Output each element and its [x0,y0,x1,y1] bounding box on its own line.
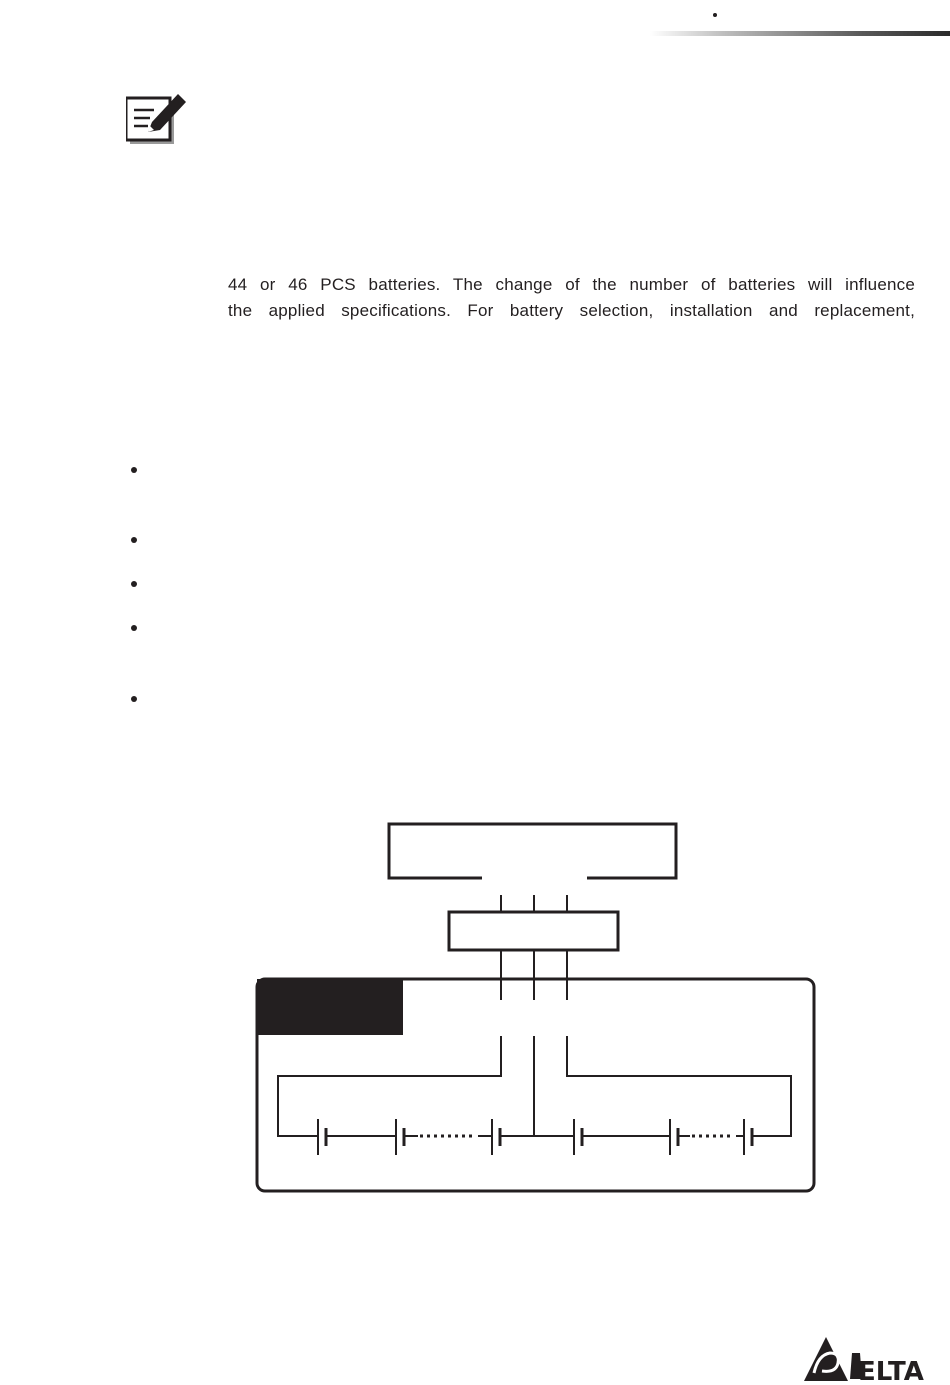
logo-text: ELTA [858,1357,924,1385]
ups-box [389,824,676,878]
note-pencil-icon [126,92,190,148]
bullet-icon [131,625,137,631]
bullet-icon [131,537,137,543]
bullet-icon [131,696,137,702]
delta-logo-icon [800,1333,950,1385]
battery-connection-diagram [250,815,825,1205]
bullet-icon [131,467,137,473]
note-text-line-2: the applied specifications. For battery selection, installation and replacement, [228,301,915,320]
breaker-box [449,912,618,950]
note-text-line-1: 44 or 46 PCS batteries. The change of the number of batteries will influence [228,275,915,294]
header-rule [650,31,950,36]
cabinet-label-block [257,979,403,1035]
header-dot [713,13,717,17]
bullet-icon [131,581,137,587]
